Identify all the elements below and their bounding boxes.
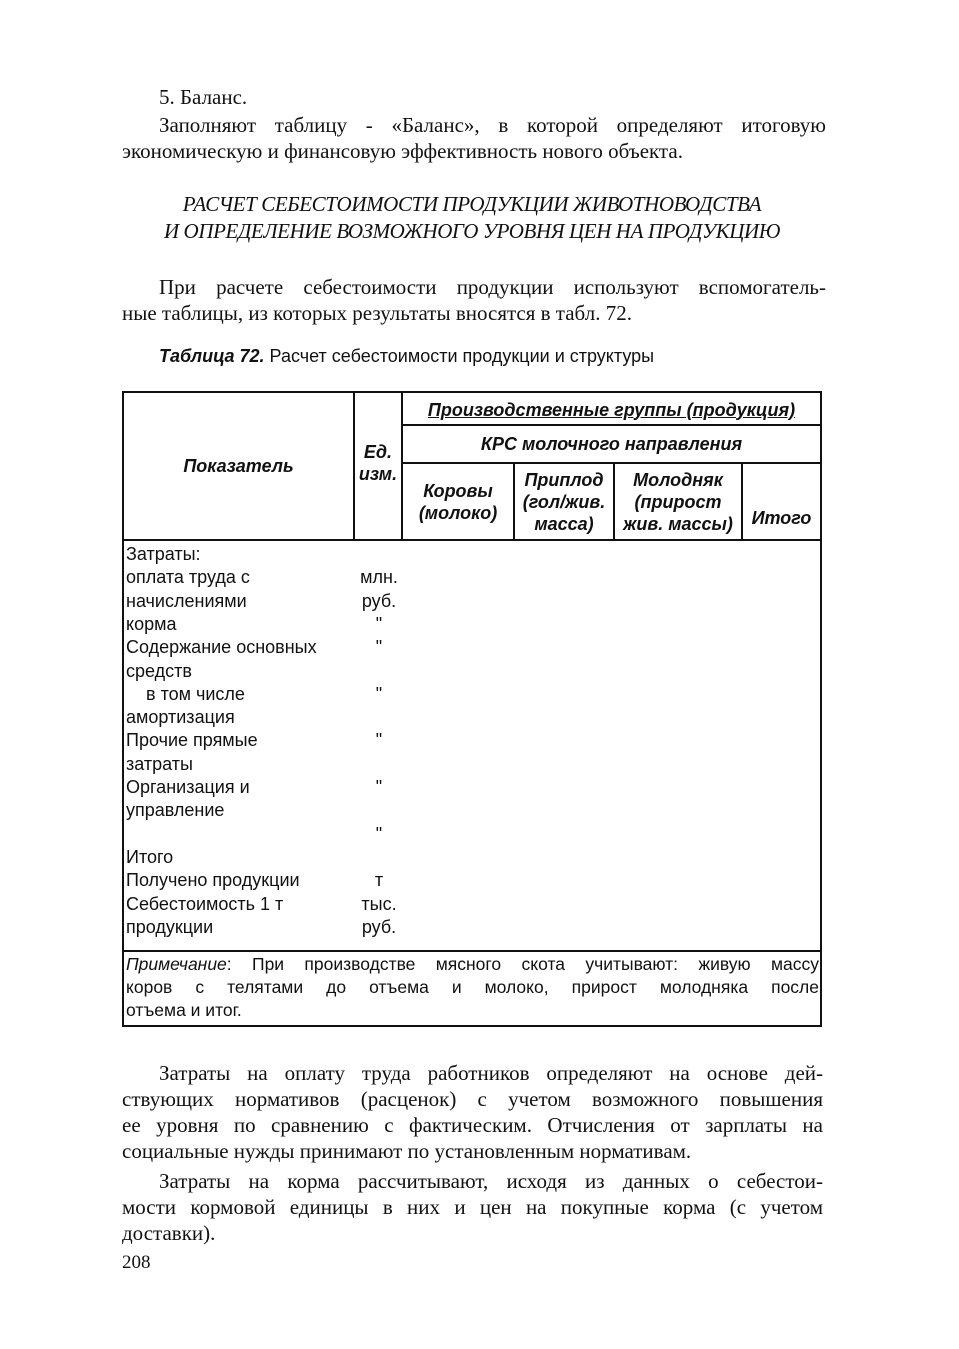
balance-item: 5. Баланс. [159,85,248,109]
row-unit: т [374,870,384,891]
header-unit [355,433,401,493]
row-label: в том числе [126,683,245,704]
row-label: средств [126,660,192,681]
table-caption-label: Таблица 72. [159,346,265,366]
para2-line-3: ее уровня по сравнению с фактическим. Отчисления от зарплаты на [122,1113,823,1137]
para3-line-1: Затраты на корма рассчитывают, исходя из данных о себестои- [159,1169,823,1193]
row-unit: " [375,683,383,704]
header-young-line-1: Молодняк [633,469,723,490]
header-production-groups: Производственные группы (продукция) [427,399,796,420]
header-calves [515,464,613,539]
para3-line-3: доставки). [122,1221,216,1245]
section-heading-line-2: И ОПРЕДЕЛЕНИЕ ВОЗМОЖНОГО УРОВНЯ ЦЕН НА ПРОДУКЦИЮ [163,219,781,243]
row-label: амортизация [126,707,235,728]
row-label: Затраты: [126,544,201,564]
header-cows [403,464,513,539]
header-total: Итого [751,508,812,528]
row-label: Содержание основных [126,637,317,658]
para2-line-1: Затраты на оплату труда работников определяют на основе дей- [159,1061,823,1085]
row-label: продукции [126,916,214,937]
row-unit: млн. [360,567,398,588]
row-unit: " [375,637,383,658]
para1-line-2: ные таблицы, из которых результаты вносятся в табл. 72. [122,301,632,325]
row-label: начислениями [126,590,247,611]
row-label: Итого [126,846,174,867]
table-hline-note [124,950,820,952]
row-label: затраты [126,753,193,774]
row-unit: " [375,730,383,751]
row-unit: " [375,823,383,844]
header-cows-line-1: Коровы [423,480,493,501]
row-label: Прочие прямые [126,730,258,751]
header-unit-line-2: изм. [358,464,398,484]
row-label: Себестоимость 1 т [126,893,284,914]
header-young-line-2: (прирост [634,491,722,512]
para3-line-2: мости кормовой единицы в них и цен на покупные корма (с учетом [122,1195,823,1219]
table-note-line-1: : При производстве мясного скота учитывают: живую массу [226,954,819,974]
table-hline-header-bottom [124,539,820,541]
row-label: оплата труда с [126,567,250,588]
header-young [615,464,741,539]
row-label: корма [126,613,177,634]
para2-line-4: социальные нужды принимают по установленным нормативам. [122,1139,692,1163]
header-indicator: Показатель [183,456,294,476]
table-note [126,953,819,1022]
row-label: управление [126,800,225,821]
header-krs: КРС молочного направления [480,434,743,454]
row-label: Организация и [126,777,250,797]
cost-table [122,391,822,1027]
row-unit: руб. [361,916,397,937]
header-young-line-3: жив. массы) [623,513,733,534]
page-number: 208 [122,1252,151,1273]
intro-line-1: Заполняют таблицу - «Баланс», в которой определяют итоговую [159,113,826,137]
header-cows-line-2: (молоко) [418,502,498,523]
row-unit: руб. [361,590,397,611]
header-calves-line-3: масса) [534,513,594,534]
table-caption [159,346,654,367]
header-calves-line-2: (гол/жив. [522,491,606,512]
row-unit: " [375,777,383,797]
row-unit: тыс. [361,893,397,914]
table-note-line-3: отъема и итог. [126,1000,242,1020]
table-note-label: Примечание [126,954,227,974]
header-unit-line-1: Ед. [363,442,393,462]
header-calves-line-1: Приплод [524,469,604,490]
table-caption-text: Расчет себестоимости продукции и структуры [269,346,655,366]
para2-line-2: ствующих нормативов (расценок) с учетом возможного повышения [122,1087,823,1111]
section-heading-line-1: РАСЧЕТ СЕБЕСТОИМОСТИ ПРОДУКЦИИ ЖИВОТНОВОДСТВА [182,192,762,216]
row-unit: " [375,613,383,634]
intro-line-2: экономическую и финансовую эффективность нового объекта. [122,139,683,163]
para1-line-1: При расчете себестоимости продукции используют вспомогатель- [159,275,826,299]
table-note-line-2: коров с телятами до отъема и молоко, прирост молодняка после [126,977,819,997]
row-label: Получено продукции [126,870,300,891]
